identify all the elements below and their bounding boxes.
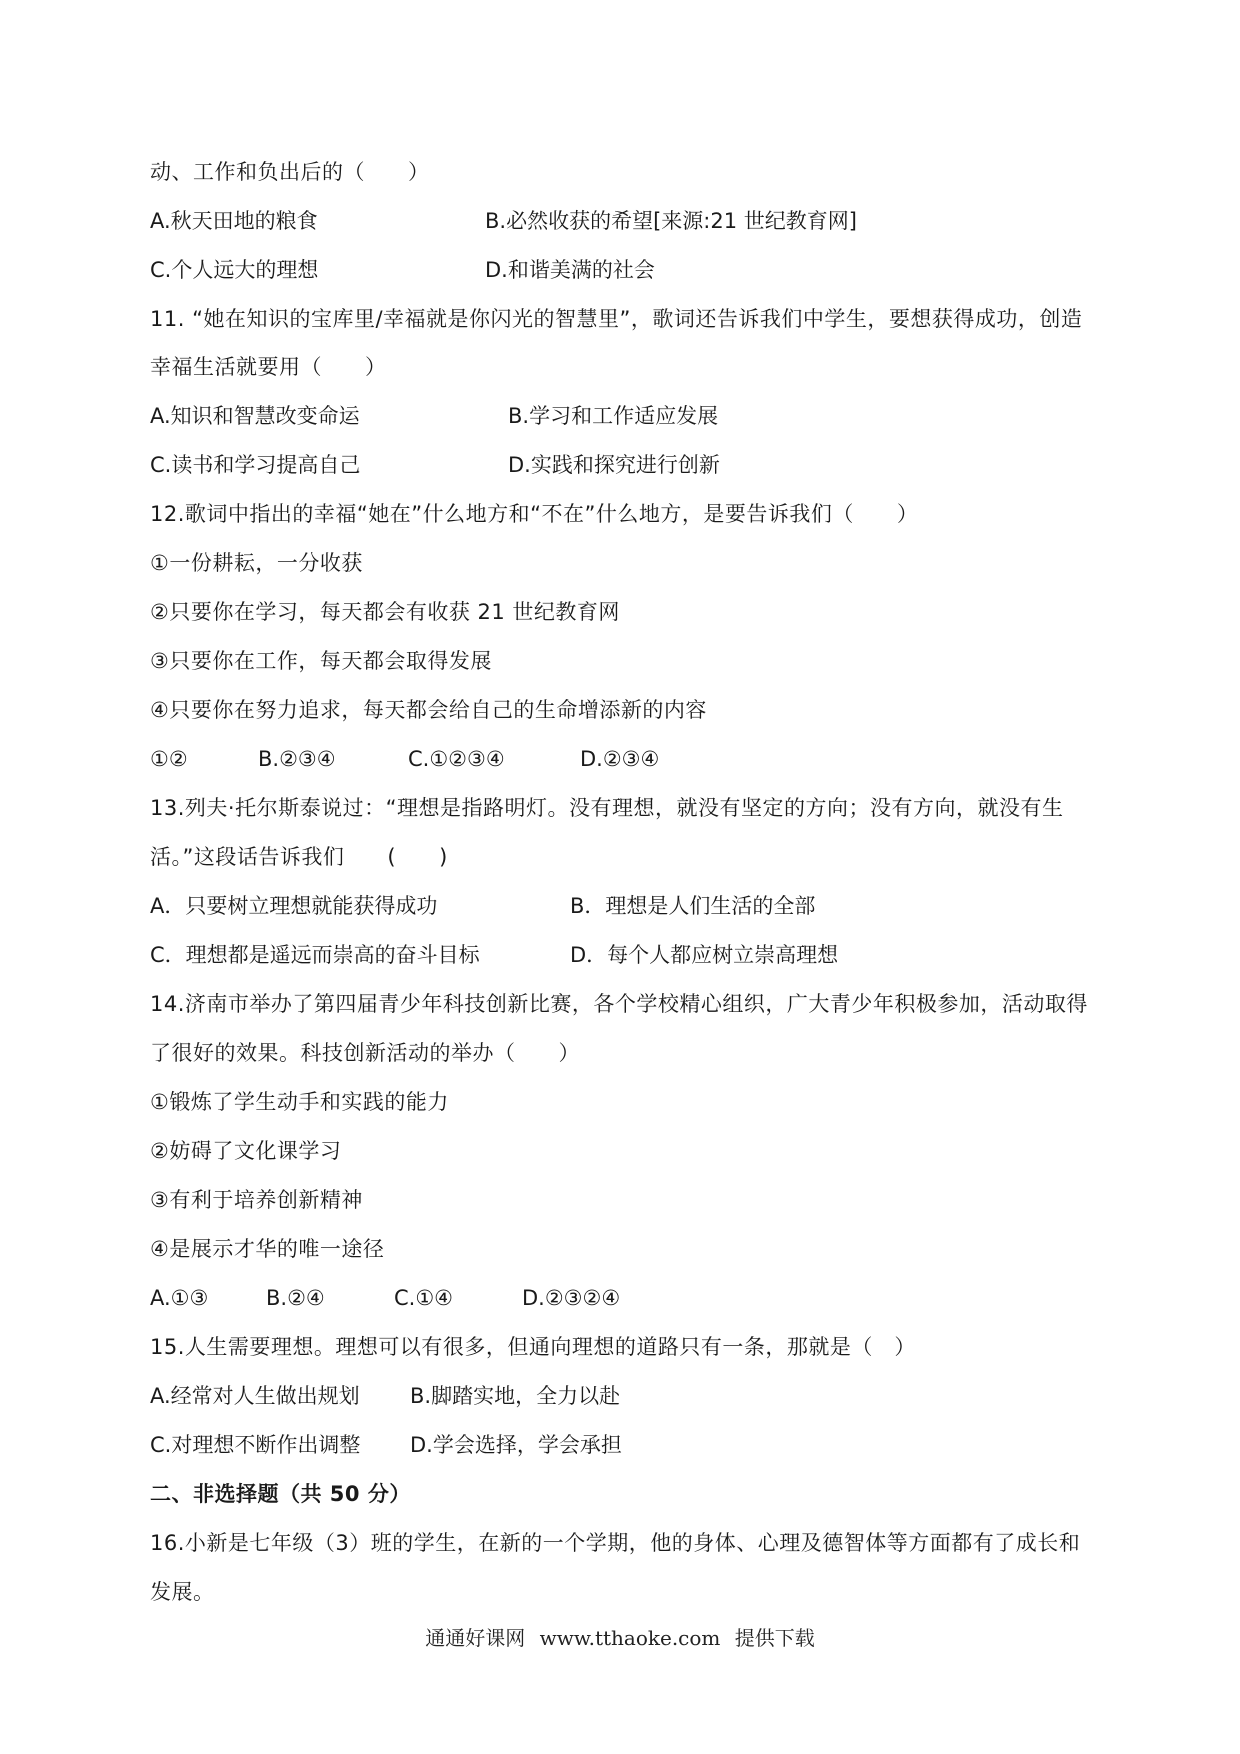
q14-option-a: A.①③ bbox=[150, 1286, 209, 1310]
q16-stem-line-1: 16.小新是七年级（3）班的学生，在新的一个学期，他的身体、心理及德智体等方面都有了成长和 bbox=[150, 1531, 1081, 1555]
q14-item-3: ③有利于培养创新精神 bbox=[150, 1188, 363, 1212]
q11-option-b: B.学习和工作适应发展 bbox=[508, 404, 719, 428]
q13-option-d: D．每个人都应树立崇高理想 bbox=[570, 943, 839, 967]
q12-option-d: D.②③④ bbox=[580, 747, 660, 771]
q13-option-c: C．理想都是遥远而崇高的奋斗目标 bbox=[150, 943, 480, 967]
q15-option-a: A.经常对人生做出规划 bbox=[150, 1384, 360, 1408]
q12-item-3: ③只要你在工作，每天都会取得发展 bbox=[150, 649, 492, 673]
q10-option-b: B.必然收获的希望[来源:21 世纪教育网] bbox=[485, 209, 857, 233]
q16-stem-line-2: 发展。 bbox=[150, 1580, 215, 1604]
q12-item-4: ④只要你在努力追求，每天都会给自己的生命增添新的内容 bbox=[150, 698, 707, 722]
q14-option-c: C.①④ bbox=[394, 1286, 453, 1310]
footer-site-name: 通通好课网 bbox=[425, 1626, 526, 1650]
q15-option-d: D.学会选择，学会承担 bbox=[410, 1433, 622, 1457]
section-2-heading: 二、非选择题（共 50 分） bbox=[150, 1482, 411, 1506]
q10-option-a: A.秋天田地的粮食 bbox=[150, 209, 318, 233]
q14-item-2: ②妨碍了文化课学习 bbox=[150, 1139, 342, 1163]
q10-option-d: D.和谐美满的社会 bbox=[485, 258, 655, 282]
q11-option-c: C.读书和学习提高自己 bbox=[150, 453, 361, 477]
q10-option-c: C.个人远大的理想 bbox=[150, 258, 319, 282]
q11-option-d: D.实践和探究进行创新 bbox=[508, 453, 720, 477]
page-footer bbox=[0, 1622, 1240, 1651]
q14-item-4: ④是展示才华的唯一途径 bbox=[150, 1237, 385, 1261]
q13-option-a: A．只要树立理想就能获得成功 bbox=[150, 894, 438, 918]
q14-option-b: B.②④ bbox=[266, 1286, 325, 1310]
q14-item-1: ①锻炼了学生动手和实践的能力 bbox=[150, 1090, 449, 1114]
q12-option-c: C.①②③④ bbox=[408, 747, 505, 771]
q14-option-d: D.②③②④ bbox=[522, 1286, 621, 1310]
q15-option-b: B.脚踏实地，全力以赴 bbox=[410, 1384, 621, 1408]
q12-item-1: ①一份耕耘，一分收获 bbox=[150, 551, 363, 575]
q12-option-b: B.②③④ bbox=[258, 747, 336, 771]
q12-option-a: ①② bbox=[150, 747, 188, 771]
q14-stem-line-1: 14.济南市举办了第四届青少年科技创新比赛，各个学校精心组织，广大青少年积极参加，活动取得 bbox=[150, 992, 1088, 1016]
q11-stem-line-1: 11. “她在知识的宝库里/幸福就是你闪光的智慧里”，歌词还告诉我们中学生，要想获得成功，创造 bbox=[150, 307, 1083, 331]
q12-item-2: ②只要你在学习，每天都会有收获 21 世纪教育网 bbox=[150, 600, 620, 624]
q14-stem-line-2: 了很好的效果。科技创新活动的举办（ ） bbox=[150, 1041, 580, 1065]
footer-suffix: 提供下载 bbox=[734, 1626, 815, 1650]
q15-stem: 15.人生需要理想。理想可以有很多，但通向理想的道路只有一条，那就是（ ） bbox=[150, 1335, 916, 1359]
q13-stem-line-2: 活。”这段话告诉我们 ( ) bbox=[150, 845, 448, 869]
q13-option-b: B．理想是人们生活的全部 bbox=[570, 894, 816, 918]
q10-stem: 动、工作和负出后的（ ） bbox=[150, 160, 430, 184]
q11-stem-line-2: 幸福生活就要用（ ） bbox=[150, 355, 387, 379]
q13-stem-line-1: 13.列夫·托尔斯泰说过：“理想是指路明灯。没有理想，就没有坚定的方向；没有方向，就没有生 bbox=[150, 796, 1064, 820]
q11-option-a: A.知识和智慧改变命运 bbox=[150, 404, 360, 428]
q15-option-c: C.对理想不断作出调整 bbox=[150, 1433, 361, 1457]
footer-url[interactable]: www.tthaoke.com bbox=[539, 1626, 721, 1650]
q12-stem: 12.歌词中指出的幸福“她在”什么地方和“不在”什么地方，是要告诉我们（ ） bbox=[150, 502, 919, 526]
